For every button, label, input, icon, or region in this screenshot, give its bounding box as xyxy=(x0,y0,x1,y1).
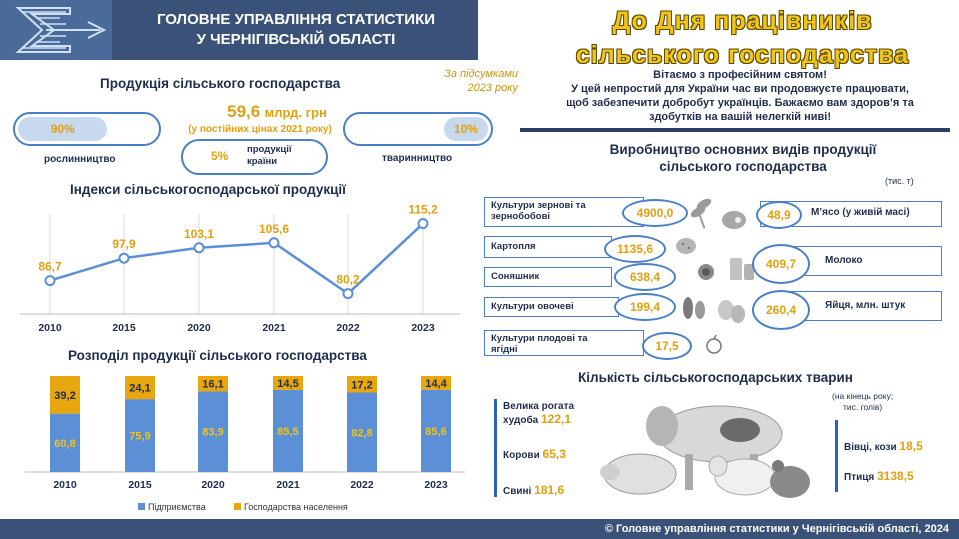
organization-title xyxy=(118,10,474,50)
greeting-line-3: щоб забезпечити добробут українців. Бажаємо вам здоров’я та xyxy=(566,97,914,109)
x-tick-label: 2020 xyxy=(201,479,225,491)
crop-row-grain xyxy=(484,197,644,227)
livestock-label: тваринництво xyxy=(382,153,453,164)
data-label: 80,2 xyxy=(336,272,360,287)
poultry-label: Птиця xyxy=(844,472,875,483)
crop-name: Культури зернові та xyxy=(491,200,586,211)
bar-label: 17,2 xyxy=(351,379,373,392)
x-tick-label: 2015 xyxy=(128,479,152,491)
production-note xyxy=(400,67,518,95)
animals-left-bar xyxy=(494,399,497,497)
bar-label: 85,6 xyxy=(425,425,447,438)
milk-icon xyxy=(730,258,754,280)
poultry-value: 3138,5 xyxy=(877,469,914,483)
production-title: Продукція сільського господарства xyxy=(100,76,341,91)
production-total xyxy=(192,102,362,122)
livestock-row-meat: М’ясо (у живій масі) xyxy=(760,201,942,227)
farm-animals-illustration xyxy=(590,392,820,510)
cows-row xyxy=(503,447,566,461)
org-line-2: У ЧЕРНІГІВСЬКІЙ ОБЛАСТІ xyxy=(196,31,396,48)
legend-swatch xyxy=(234,503,241,510)
legend-swatch xyxy=(138,503,145,510)
bar-label: 75,9 xyxy=(129,430,151,443)
distribution-bar-chart xyxy=(0,366,480,516)
pigs-label: Свині xyxy=(503,486,532,497)
cattle-value: 122,1 xyxy=(540,412,572,426)
bar-label: 39,2 xyxy=(54,389,76,402)
sunflower-icon xyxy=(698,264,714,280)
main-title-line-2: сільського господарства xyxy=(575,41,910,69)
production-total-unit: млрд. грн xyxy=(264,105,327,120)
animals-right-bar xyxy=(835,420,838,492)
crop-share-pill xyxy=(13,112,161,146)
country-label-line-2: країни xyxy=(247,156,278,167)
animals-note-line-1: (на кінець року; xyxy=(832,391,894,401)
livestock-share-pill xyxy=(343,112,493,146)
crop-name: Культури овочеві xyxy=(491,301,574,312)
bar-label: 82,8 xyxy=(351,427,373,440)
crop-share-fill: 90% xyxy=(18,117,107,141)
main-title xyxy=(530,4,955,72)
bar-label: 14,4 xyxy=(425,377,447,390)
greeting-text xyxy=(520,68,959,124)
bar-label: 14,5 xyxy=(277,377,299,390)
output-title-line-2: сільського господарства xyxy=(659,159,827,174)
x-tick-label: 2023 xyxy=(424,479,448,491)
data-point xyxy=(195,243,204,252)
eggs-icon xyxy=(718,300,745,323)
livestock-value-meat: 48,9 xyxy=(756,201,802,229)
x-tick-label: 2021 xyxy=(276,479,300,491)
cows-label: Корови xyxy=(503,450,540,461)
bar-label: 16,1 xyxy=(202,378,224,391)
data-label: 115,2 xyxy=(408,202,438,217)
pig-icon xyxy=(600,454,676,494)
production-note-line-2: 2023 року xyxy=(467,82,518,94)
x-tick-label: 2010 xyxy=(38,322,62,334)
meat-icon xyxy=(722,211,746,229)
bar-label: 85,5 xyxy=(277,425,299,438)
grain-icon xyxy=(689,197,713,229)
production-total-value: 59,6 xyxy=(227,102,261,121)
x-tick-label: 2023 xyxy=(411,322,435,334)
country-label-line-1: продукції xyxy=(247,144,292,155)
crop-value-sunflower: 638,4 xyxy=(614,263,676,291)
livestock-value-eggs: 260,4 xyxy=(752,290,810,330)
index-line-chart xyxy=(0,196,480,341)
crop-name: Соняшник xyxy=(491,271,540,282)
index-chart-title: Індекси сільськогосподарської продукції xyxy=(70,182,346,197)
bar-label: 83,9 xyxy=(202,426,224,439)
potato-icon xyxy=(676,238,696,254)
crop-value-vegetables: 199,4 xyxy=(614,293,676,321)
crop-name-2: ягідні xyxy=(491,344,518,355)
legend-label: Підприємства xyxy=(148,502,206,512)
sheep-label: Вівці, кози xyxy=(844,442,897,453)
poultry-row xyxy=(844,469,914,483)
livestock-value-milk: 409,7 xyxy=(752,244,810,284)
data-label: 103,1 xyxy=(183,226,215,241)
crop-name-2: зернобобові xyxy=(491,211,551,222)
cows-value: 65,3 xyxy=(542,447,566,461)
x-tick-label: 2015 xyxy=(112,322,136,334)
pigs-value: 181,6 xyxy=(534,483,565,497)
crop-value-fruits: 17,5 xyxy=(642,332,692,360)
production-note-line-1: За підсумками xyxy=(444,68,518,80)
logo xyxy=(0,0,112,60)
x-tick-label: 2022 xyxy=(336,322,360,334)
cattle-label xyxy=(503,400,574,427)
data-point xyxy=(344,289,353,298)
legend-label: Господарства населення xyxy=(244,502,348,512)
crop-value-grain: 4900,0 xyxy=(622,199,688,227)
apple-icon xyxy=(707,335,721,353)
crop-row-sunflower xyxy=(484,267,612,287)
bar-label: 60,8 xyxy=(54,437,76,450)
data-point xyxy=(270,238,279,247)
bar-label: 24,1 xyxy=(129,382,151,395)
index-series-line xyxy=(50,221,423,294)
output-unit: (тис. т) xyxy=(885,176,914,186)
x-tick-label: 2010 xyxy=(53,479,77,491)
output-title-line-1: Виробництво основних видів продукції xyxy=(609,142,877,157)
greeting-line-4: здобутків на вашій нелегкій ниві! xyxy=(648,111,831,123)
data-label: 105,6 xyxy=(258,221,290,236)
cattle-label-line-1: Велика рогата xyxy=(503,401,575,412)
org-line-1: ГОЛОВНЕ УПРАВЛІННЯ СТАТИСТИКИ xyxy=(156,11,436,28)
crop-row-fruits xyxy=(484,330,644,356)
x-tick-label: 2020 xyxy=(187,322,211,334)
main-title-line-1: До Дня працівників xyxy=(612,7,873,35)
livestock-share-fill: 10% xyxy=(444,117,488,141)
crop-name: Картопля xyxy=(491,241,536,252)
vegetables-icon xyxy=(683,297,705,319)
livestock-row-eggs: Яйця, млн. штук xyxy=(790,291,942,321)
greeting-line-1: Вітаємо з професійним святом! xyxy=(653,69,827,81)
country-share-value: 5% xyxy=(211,149,229,163)
data-point xyxy=(419,219,428,228)
data-label: 97,9 xyxy=(112,237,136,252)
livestock-row-milk: Молоко xyxy=(790,246,942,276)
crop-row-vegetables xyxy=(484,297,619,317)
output-title xyxy=(558,141,928,175)
x-tick-label: 2022 xyxy=(350,479,374,491)
sheep-row xyxy=(844,439,923,453)
sheep-value: 18,5 xyxy=(899,439,923,453)
distribution-chart-title: Розподіл продукції сільського господарства xyxy=(68,348,367,363)
crop-label: рослинництво xyxy=(44,154,116,165)
statistics-logo-icon xyxy=(0,0,112,60)
cattle-label-line-2: худоба xyxy=(503,415,539,426)
production-total-note: (у постійних цінах 2021 року) xyxy=(188,124,332,135)
country-share-label xyxy=(247,144,292,168)
data-point xyxy=(120,254,129,263)
animals-note xyxy=(832,391,893,413)
data-point xyxy=(46,276,55,285)
crop-value-potato: 1135,6 xyxy=(604,235,666,263)
chicken-icon xyxy=(770,460,810,498)
animals-note-line-2: тис. голів) xyxy=(842,402,883,412)
greeting-line-2: У цей непростий для України час ви продовжуєте працювати, xyxy=(571,83,909,95)
x-tick-label: 2021 xyxy=(262,322,286,334)
data-label: 86,7 xyxy=(38,259,62,274)
footer: © Головне управління статистики у Чернігівській області, 2024 xyxy=(0,519,959,539)
pigs-row xyxy=(503,483,564,497)
greeting-divider xyxy=(520,128,950,132)
sheep-icon xyxy=(709,456,775,495)
crop-name: Культури плодові та xyxy=(491,333,588,344)
crop-row-potato xyxy=(484,236,612,258)
country-share-pill xyxy=(181,139,328,175)
animals-title: Кількість сільськогосподарських тварин xyxy=(578,370,853,385)
